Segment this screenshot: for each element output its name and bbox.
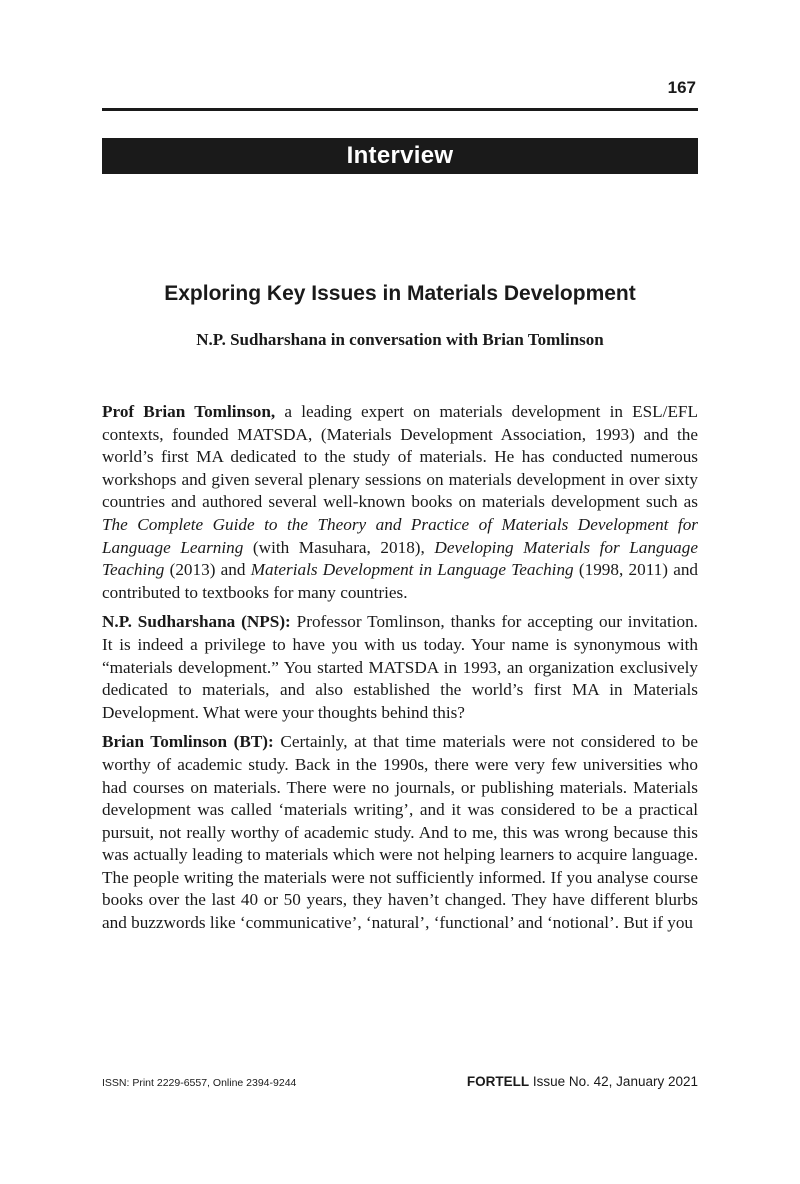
speaker-label: N.P. Sudharshana (NPS): [102,612,291,632]
article-body [102,401,698,942]
article-subtitle: N.P. Sudharshana in conversation with Brian Tomlinson [196,330,604,349]
book-title: Developing Materials for Language Teaching [102,537,698,580]
book-title: The Complete Guide to the Theory and Practice of Materials Development for Language Learning [102,514,698,557]
section-banner: Interview [102,138,698,174]
footer-issn: ISSN: Print 2229-6557, Online 2394-9244 [102,1077,297,1089]
dialogue-question: N.P. Sudharshana (NPS): Professor Tomlinson, thanks for accepting our invitation. It is indeed a privilege to have you with us today. Your name is synonymous with “materials development.” You started MATSDA in 1993, an organization exclusively dedicated to materials, and also established the world’s first MA in Materials Development. What were your thoughts behind this? [102,612,698,722]
dialogue-answer: Brian Tomlinson (BT): Certainly, at that time materials were not considered to be worthy of academic study. Back in the 1990s, there were very few universities who had courses on materials. There were no journals, or publishing materials. Materials development was called ‘materials writing’, and it was considered to be a practical pursuit, not really worthy of academic study. And to me, this was wrong because this was actually leading to materials which were not helping learners to acquire language. The people writing the materials were not sufficiently informed. If you analyse course books over the last 40 or 50 years, they haven’t changed. They have different blurbs and buzzwords like ‘communicative’, ‘natural’, ‘functional’ and ‘notional’. But if you [102,732,698,933]
journal-name: FORTELL [466,1074,530,1089]
intro-paragraph: Prof Brian Tomlinson, a leading expert on materials development in ESL/EFL contexts, founded MATSDA, (Materials Development Association, 1993) and the world’s first MA dedicated to the study of materials. He has conducted numerous workshops and given several plenary sessions on materials development in over sixty countries and authored several well-known books on materials development such as The Complete Guide to the Theory and Practice of Materials Development for Language Learning (with Masuhara, 2018), Developing Materials for Language Teaching (2013) and Materials Development in Language Teaching (1998, 2011) and contributed to textbooks for many countries. [102,402,699,602]
article-title: Exploring Key Issues in Materials Development [164,282,636,305]
page-number: 167 [667,78,696,97]
intro-lead: Prof Brian Tomlinson, [102,402,276,421]
header-rule [102,108,698,111]
footer-issue: FORTELL Issue No. 42, January 2021 [466,1074,698,1089]
speaker-label: Brian Tomlinson (BT): [102,732,274,752]
book-title: Materials Development in Language Teaching [250,560,574,580]
